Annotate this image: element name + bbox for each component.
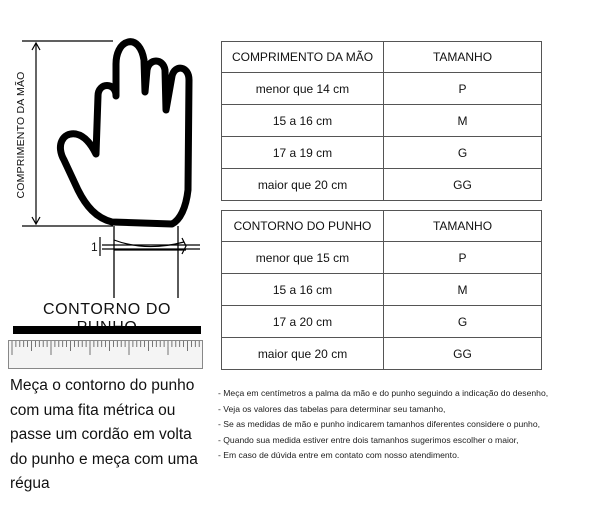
ruler-ticks: [9, 341, 202, 368]
table-row: [222, 73, 542, 105]
note-item: - Se as medidas de mão e punho indicarem tamanhos diferentes considere o punho,: [218, 419, 540, 430]
measure-cell: menor que 15 cm: [222, 242, 384, 274]
table-row: [222, 242, 542, 274]
column-header: TAMANHO: [384, 211, 542, 242]
measure-cell: 17 a 19 cm: [222, 137, 384, 169]
hand-length-label: COMPRIMENTO DA MÃO: [15, 71, 27, 199]
size-cell: M: [384, 274, 542, 306]
hand-illustration: [0, 0, 215, 300]
measure-cell: maior que 20 cm: [222, 169, 384, 201]
wrist-band: [100, 237, 200, 256]
size-cell: M: [384, 105, 542, 137]
measure-cell: 15 a 16 cm: [222, 274, 384, 306]
column-header: COMPRIMENTO DA MÃO: [222, 42, 384, 73]
measure-cell: menor que 14 cm: [222, 73, 384, 105]
note-item: - Veja os valores das tabelas para determinar seu tamanho,: [218, 403, 446, 414]
measuring-tape-bar: [13, 326, 201, 334]
measure-cell: maior que 20 cm: [222, 338, 384, 370]
wrist-size-table: [221, 210, 542, 370]
table-row: [222, 169, 542, 201]
measure-cell: 15 a 16 cm: [222, 105, 384, 137]
notes-list: [218, 386, 590, 464]
table-row: [222, 338, 542, 370]
note-item: - Meça em centímetros a palma da mão e do punho seguindo a indicação do desenho,: [218, 388, 549, 398]
wrist-outline: [114, 226, 178, 298]
wrist-measure-title: CONTORNO DO: [42, 301, 172, 318]
size-cell: GG: [384, 338, 542, 370]
size-cell: P: [384, 242, 542, 274]
note-item: - Quando sua medida estiver entre dois tamanhos sugerimos escolher o maior,: [218, 434, 519, 445]
ruler-illustration: [8, 340, 203, 369]
size-cell: P: [384, 73, 542, 105]
column-header: TAMANHO: [384, 42, 542, 73]
hand-outline: [60, 42, 189, 224]
note-item: - Em caso de dúvida entre em contato com nosso atendimento.: [218, 450, 460, 461]
table-header-row: [222, 42, 542, 73]
size-cell: G: [384, 306, 542, 338]
table-header-row: [222, 211, 542, 242]
table-row: [222, 274, 542, 306]
table-row: [222, 105, 542, 137]
table-row: [222, 306, 542, 338]
measure-cell: 17 a 20 cm: [222, 306, 384, 338]
size-cell: GG: [384, 169, 542, 201]
hand-size-table: [221, 41, 542, 201]
table-row: [222, 137, 542, 169]
wrist-instruction-text: Meça o contorno do punho com uma fita métrica ou passe um cordão em volta do punho e meça com uma régua: [10, 377, 198, 492]
column-header: CONTORNO DO PUNHO: [222, 211, 384, 242]
size-cell: G: [384, 137, 542, 169]
wrist-marker-number: 1: [91, 240, 98, 254]
